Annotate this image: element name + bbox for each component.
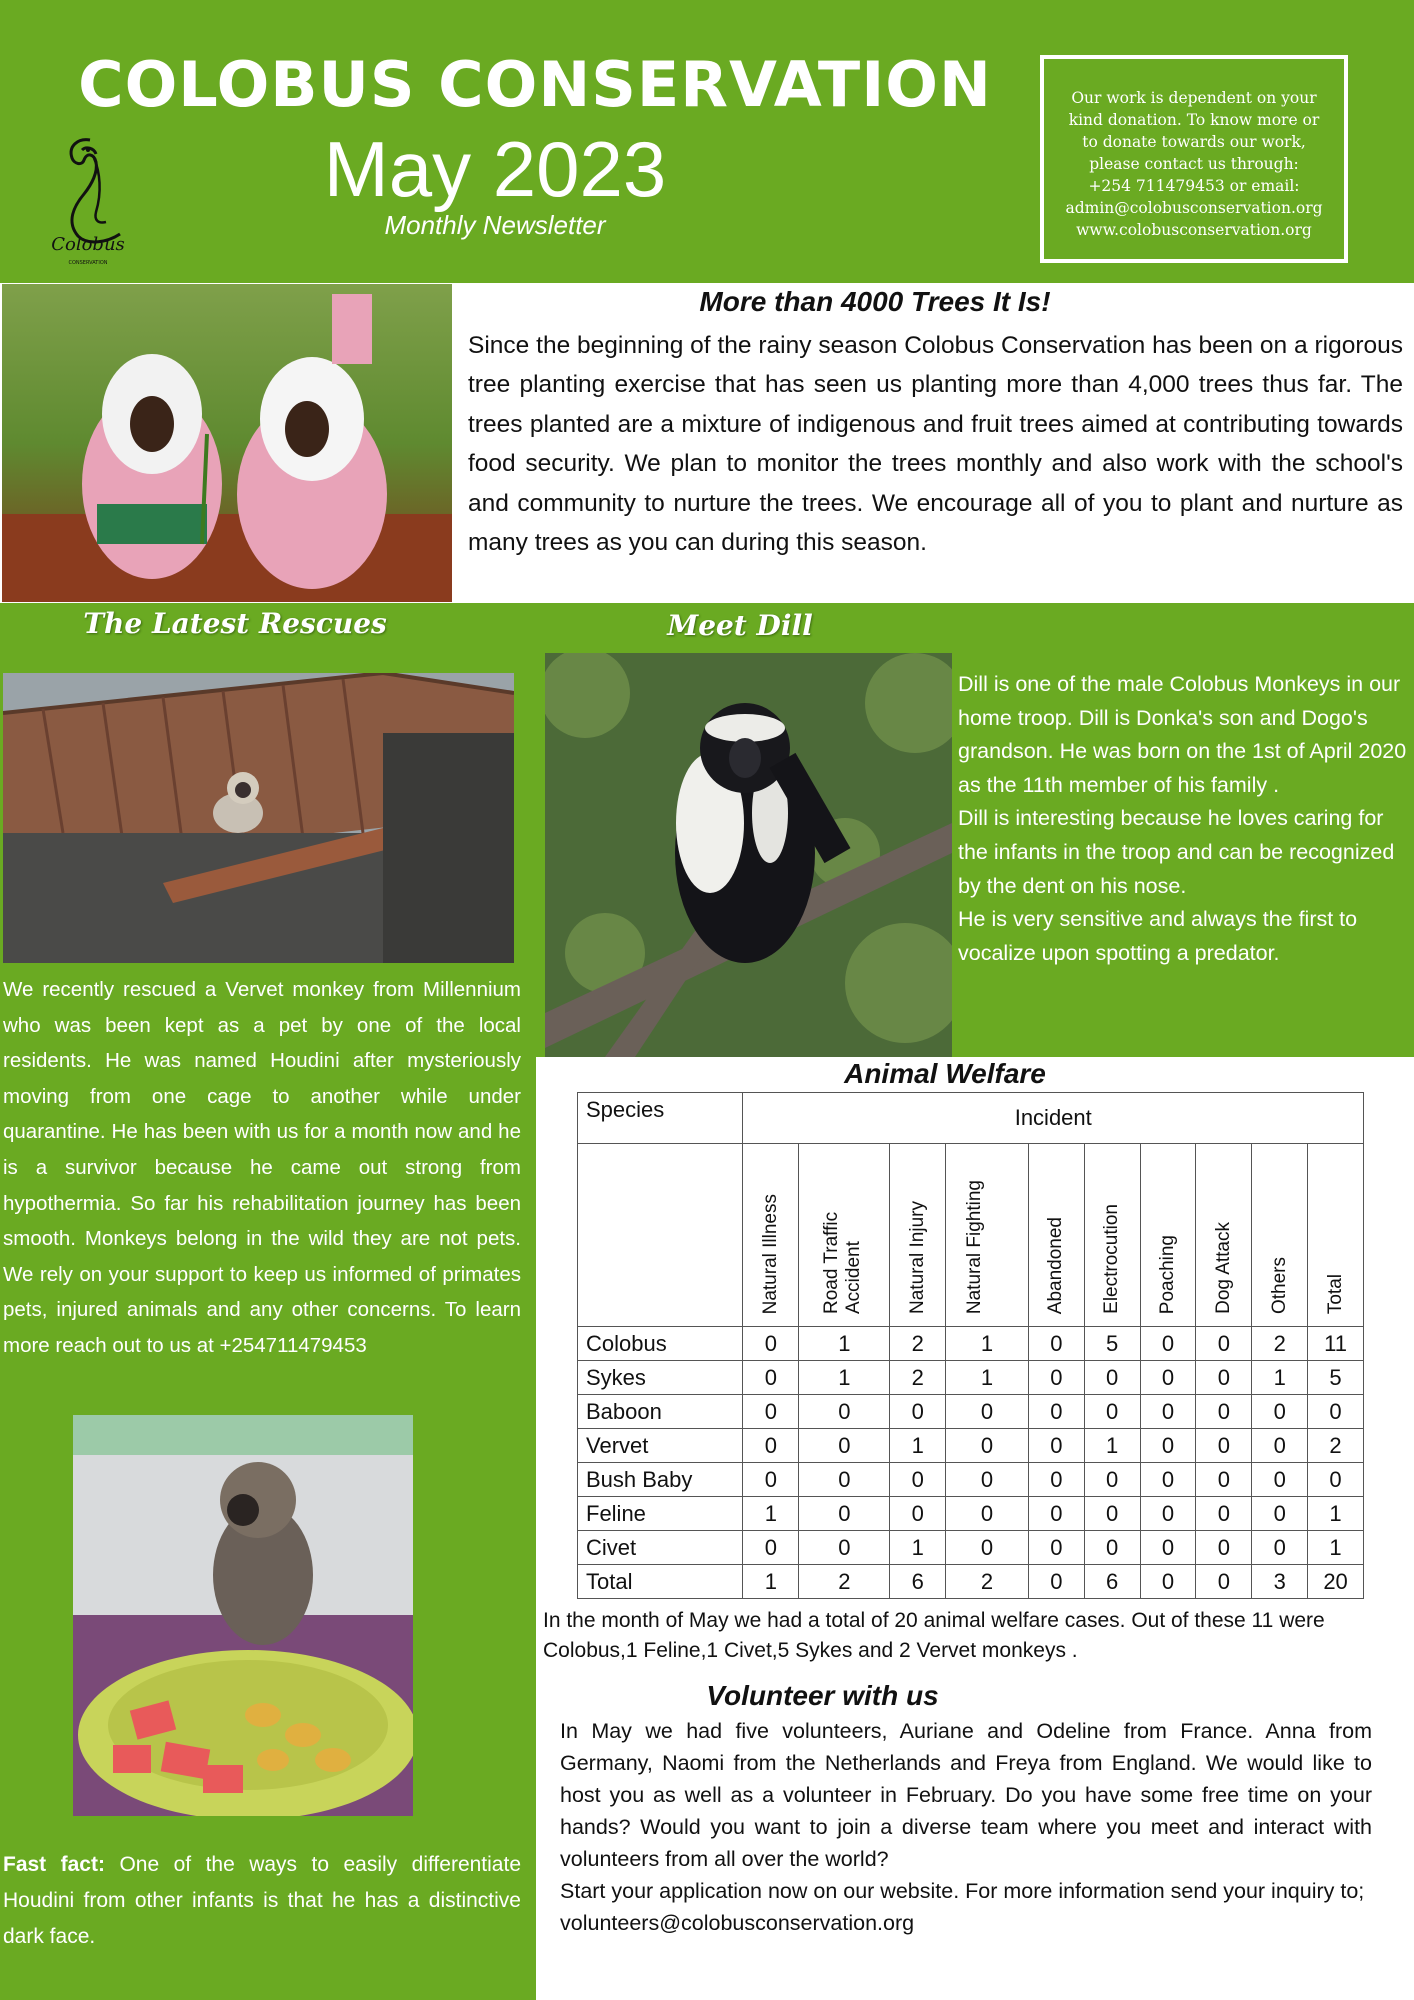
count-cell: 0 bbox=[743, 1429, 799, 1463]
count-cell: 0 bbox=[1028, 1531, 1084, 1565]
table-row bbox=[578, 1361, 1364, 1395]
count-cell: 1 bbox=[946, 1327, 1029, 1361]
animal-welfare-summary: In the month of May we had a total of 20 animal welfare cases. Out of these 11 were Colobus,1 Feline,1 Civet,5 Sykes and 2 Vervet monkeys . bbox=[543, 1609, 1325, 1662]
count-cell: 0 bbox=[1140, 1327, 1196, 1361]
donate-line: please contact us through: bbox=[1089, 155, 1299, 173]
dill-colobus-photo bbox=[545, 653, 952, 1057]
count-cell: 11 bbox=[1308, 1327, 1364, 1361]
volunteer-paragraph: In May we had five volunteers, Auriane and Odeline from France. Anna from Germany, Naomi from the Netherlands and Freya from England. We would like to host you as well as a volunteer in February. Do you have some free time on your hands? Would you want to join a diverse team where you meet and interact with volunteers from all over the world? bbox=[560, 1719, 1372, 1871]
count-cell: 0 bbox=[1084, 1497, 1140, 1531]
count-cell: 0 bbox=[1140, 1429, 1196, 1463]
count-cell: 0 bbox=[1196, 1395, 1252, 1429]
houdini-infant-photo bbox=[73, 1415, 413, 1816]
count-cell: 0 bbox=[1028, 1429, 1084, 1463]
count-cell: 2 bbox=[799, 1565, 890, 1599]
table-row bbox=[578, 1429, 1364, 1463]
column-header: Others bbox=[1252, 1144, 1308, 1327]
count-cell: 0 bbox=[1196, 1531, 1252, 1565]
fast-fact-label: Fast fact: bbox=[3, 1853, 105, 1876]
count-cell: 1 bbox=[1084, 1429, 1140, 1463]
table-row bbox=[578, 1327, 1364, 1361]
count-cell: 0 bbox=[1028, 1327, 1084, 1361]
table-row bbox=[578, 1497, 1364, 1531]
count-cell: 0 bbox=[1196, 1497, 1252, 1531]
count-cell: 2 bbox=[890, 1327, 946, 1361]
column-header: Road Traffic Accident bbox=[799, 1144, 890, 1327]
column-header: Poaching bbox=[1140, 1144, 1196, 1327]
dill-paragraph: He is very sensitive and always the first to vocalize upon spotting a predator. bbox=[958, 907, 1358, 965]
dill-paragraph: Dill is interesting because he loves caring for the infants in the troop and can be recognized by the dent on his nose. bbox=[958, 806, 1395, 898]
count-cell: 1 bbox=[799, 1327, 890, 1361]
count-cell: 0 bbox=[1252, 1497, 1308, 1531]
count-cell: 1 bbox=[743, 1497, 799, 1531]
count-cell: 0 bbox=[946, 1463, 1029, 1497]
count-cell: 0 bbox=[1028, 1463, 1084, 1497]
count-cell: 2 bbox=[1308, 1429, 1364, 1463]
count-cell: 0 bbox=[1084, 1463, 1140, 1497]
count-cell: 0 bbox=[1140, 1463, 1196, 1497]
donation-info-box bbox=[1040, 55, 1348, 263]
count-cell: 0 bbox=[1252, 1463, 1308, 1497]
column-header: Abandoned bbox=[1028, 1144, 1084, 1327]
count-cell: 1 bbox=[890, 1531, 946, 1565]
count-cell: 0 bbox=[946, 1429, 1029, 1463]
rescues-article-body: We recently rescued a Vervet monkey from Millennium who was been kept as a pet by one of the local residents. He was named Houdini after mysteriously moving from one cage to another while under quarantine. He has been with us for a month now and he is a survivor because he came out strong from hypothermia. So far his rehabilitation journey has been smooth. Monkeys belong in the wild they are not pets. We rely on your support to keep us informed of primates pets, injured animals and any other concerns. To learn more reach out to us at +254711479453 bbox=[3, 978, 521, 1357]
count-cell: 0 bbox=[1140, 1497, 1196, 1531]
count-cell: 0 bbox=[1140, 1395, 1196, 1429]
tree-planting-photo bbox=[2, 284, 452, 602]
volunteer-email-link[interactable]: volunteers@colobusconservation.org bbox=[560, 1911, 915, 1935]
count-cell: 0 bbox=[799, 1395, 890, 1429]
count-cell: 0 bbox=[890, 1395, 946, 1429]
count-cell: 0 bbox=[946, 1531, 1029, 1565]
column-header: Dog Attack bbox=[1196, 1144, 1252, 1327]
column-header: Natural Injury bbox=[890, 1144, 946, 1327]
count-cell: 0 bbox=[799, 1497, 890, 1531]
column-header: Electrocution bbox=[1084, 1144, 1140, 1327]
animal-welfare-title: Animal Welfare bbox=[844, 1058, 1046, 1089]
count-cell: 1 bbox=[1308, 1497, 1364, 1531]
count-cell: 0 bbox=[1252, 1395, 1308, 1429]
trees-article-body: Since the beginning of the rainy season Colobus Conservation has been on a rigorous tree planting exercise that has seen us planting more than 4,000 trees thus far. The trees planted are a mixture of indigenous and fruit trees aimed at contributing towards food security. We plan to monitor the trees monthly and also work with the school's and community to nurture the trees. We encourage all of you to plant and nurture as many trees as you can during this season. bbox=[468, 332, 1403, 557]
count-cell: 2 bbox=[946, 1565, 1029, 1599]
count-cell: 0 bbox=[743, 1531, 799, 1565]
count-cell: 0 bbox=[1028, 1565, 1084, 1599]
count-cell: 0 bbox=[1196, 1565, 1252, 1599]
issue-type: Monthly Newsletter bbox=[384, 210, 606, 240]
count-cell: 0 bbox=[1140, 1531, 1196, 1565]
svg-text:CONSERVATION: CONSERVATION bbox=[68, 260, 108, 266]
vervet-rescue-photo bbox=[3, 673, 514, 963]
count-cell: 6 bbox=[1084, 1565, 1140, 1599]
species-cell: Total bbox=[578, 1565, 743, 1599]
dill-paragraph: Dill is one of the male Colobus Monkeys in our home troop. Dill is Donka's son and Dogo's grandson. He was born on the 1st of April 2020 as the 11th member of his family . bbox=[958, 672, 1407, 797]
table-row bbox=[578, 1463, 1364, 1497]
meet-dill-title: Meet Dill bbox=[667, 609, 813, 642]
fast-fact bbox=[3, 1847, 521, 1955]
count-cell: 0 bbox=[743, 1361, 799, 1395]
volunteer-title: Volunteer with us bbox=[706, 1680, 939, 1711]
count-cell: 0 bbox=[1140, 1565, 1196, 1599]
count-cell: 0 bbox=[1084, 1395, 1140, 1429]
donate-phone: +254 711479453 or email: bbox=[1088, 177, 1300, 195]
count-cell: 0 bbox=[890, 1497, 946, 1531]
species-cell: Vervet bbox=[578, 1429, 743, 1463]
count-cell: 1 bbox=[890, 1429, 946, 1463]
count-cell: 0 bbox=[946, 1497, 1029, 1531]
species-cell: Sykes bbox=[578, 1361, 743, 1395]
trees-article-title: More than 4000 Trees It Is! bbox=[699, 286, 1051, 317]
table-row bbox=[578, 1565, 1364, 1599]
count-cell: 5 bbox=[1084, 1327, 1140, 1361]
volunteer-paragraph: Start your application now on our website. For more information send your inquiry to; bbox=[560, 1879, 1365, 1903]
count-cell: 0 bbox=[1084, 1531, 1140, 1565]
species-cell: Feline bbox=[578, 1497, 743, 1531]
count-cell: 0 bbox=[799, 1531, 890, 1565]
column-header: Total bbox=[1308, 1144, 1364, 1327]
species-cell: Bush Baby bbox=[578, 1463, 743, 1497]
count-cell: 0 bbox=[1140, 1361, 1196, 1395]
count-cell: 1 bbox=[1308, 1531, 1364, 1565]
count-cell: 0 bbox=[1028, 1361, 1084, 1395]
donate-line: kind donation. To know more or bbox=[1068, 111, 1320, 129]
colobus-logo bbox=[38, 132, 138, 270]
meet-dill-body bbox=[958, 668, 1414, 970]
count-cell: 0 bbox=[743, 1395, 799, 1429]
count-cell: 6 bbox=[890, 1565, 946, 1599]
count-cell: 1 bbox=[743, 1565, 799, 1599]
column-header: Natural Fighting bbox=[946, 1144, 1029, 1327]
count-cell: 0 bbox=[946, 1395, 1029, 1429]
count-cell: 1 bbox=[799, 1361, 890, 1395]
animal-welfare-table bbox=[577, 1092, 1364, 1599]
species-cell: Baboon bbox=[578, 1395, 743, 1429]
volunteer-body bbox=[560, 1715, 1372, 1939]
count-cell: 0 bbox=[1028, 1497, 1084, 1531]
count-cell: 0 bbox=[1252, 1531, 1308, 1565]
count-cell: 5 bbox=[1308, 1361, 1364, 1395]
count-cell: 0 bbox=[890, 1463, 946, 1497]
count-cell: 1 bbox=[1252, 1361, 1308, 1395]
count-cell: 2 bbox=[1252, 1327, 1308, 1361]
count-cell: 3 bbox=[1252, 1565, 1308, 1599]
donate-email: admin@colobusconservation.org bbox=[1065, 199, 1323, 217]
welfare-table-body bbox=[578, 1327, 1364, 1599]
donate-line: to donate towards our work, bbox=[1082, 133, 1306, 151]
count-cell: 0 bbox=[743, 1463, 799, 1497]
count-cell: 0 bbox=[1196, 1327, 1252, 1361]
count-cell: 1 bbox=[946, 1361, 1029, 1395]
org-title: COLOBUS CONSERVATION bbox=[78, 48, 992, 121]
count-cell: 0 bbox=[743, 1327, 799, 1361]
count-cell: 0 bbox=[1196, 1463, 1252, 1497]
donate-line: Our work is dependent on your bbox=[1071, 89, 1317, 107]
column-header: Natural Illness bbox=[743, 1144, 799, 1327]
count-cell: 0 bbox=[1252, 1429, 1308, 1463]
species-header: Species bbox=[578, 1093, 743, 1144]
count-cell: 0 bbox=[1196, 1361, 1252, 1395]
species-header-blank bbox=[578, 1144, 743, 1327]
count-cell: 20 bbox=[1308, 1565, 1364, 1599]
species-cell: Colobus bbox=[578, 1327, 743, 1361]
count-cell: 0 bbox=[1196, 1429, 1252, 1463]
count-cell: 2 bbox=[890, 1361, 946, 1395]
count-cell: 0 bbox=[799, 1429, 890, 1463]
fast-fact-text: One of the ways to easily differentiate Houdini from other infants is that he has a distinctive dark face. bbox=[3, 1853, 521, 1948]
count-cell: 0 bbox=[799, 1463, 890, 1497]
donate-website: www.colobusconservation.org bbox=[1076, 221, 1312, 239]
svg-text:Colobus: Colobus bbox=[51, 234, 125, 255]
table-row bbox=[578, 1395, 1364, 1429]
rescues-title: The Latest Rescues bbox=[83, 607, 387, 640]
count-cell: 0 bbox=[1028, 1395, 1084, 1429]
count-cell: 0 bbox=[1084, 1361, 1140, 1395]
count-cell: 0 bbox=[1308, 1463, 1364, 1497]
issue-date: May 2023 bbox=[323, 125, 667, 213]
count-cell: 0 bbox=[1308, 1395, 1364, 1429]
incident-header: Incident bbox=[743, 1093, 1364, 1144]
species-cell: Civet bbox=[578, 1531, 743, 1565]
table-row bbox=[578, 1531, 1364, 1565]
